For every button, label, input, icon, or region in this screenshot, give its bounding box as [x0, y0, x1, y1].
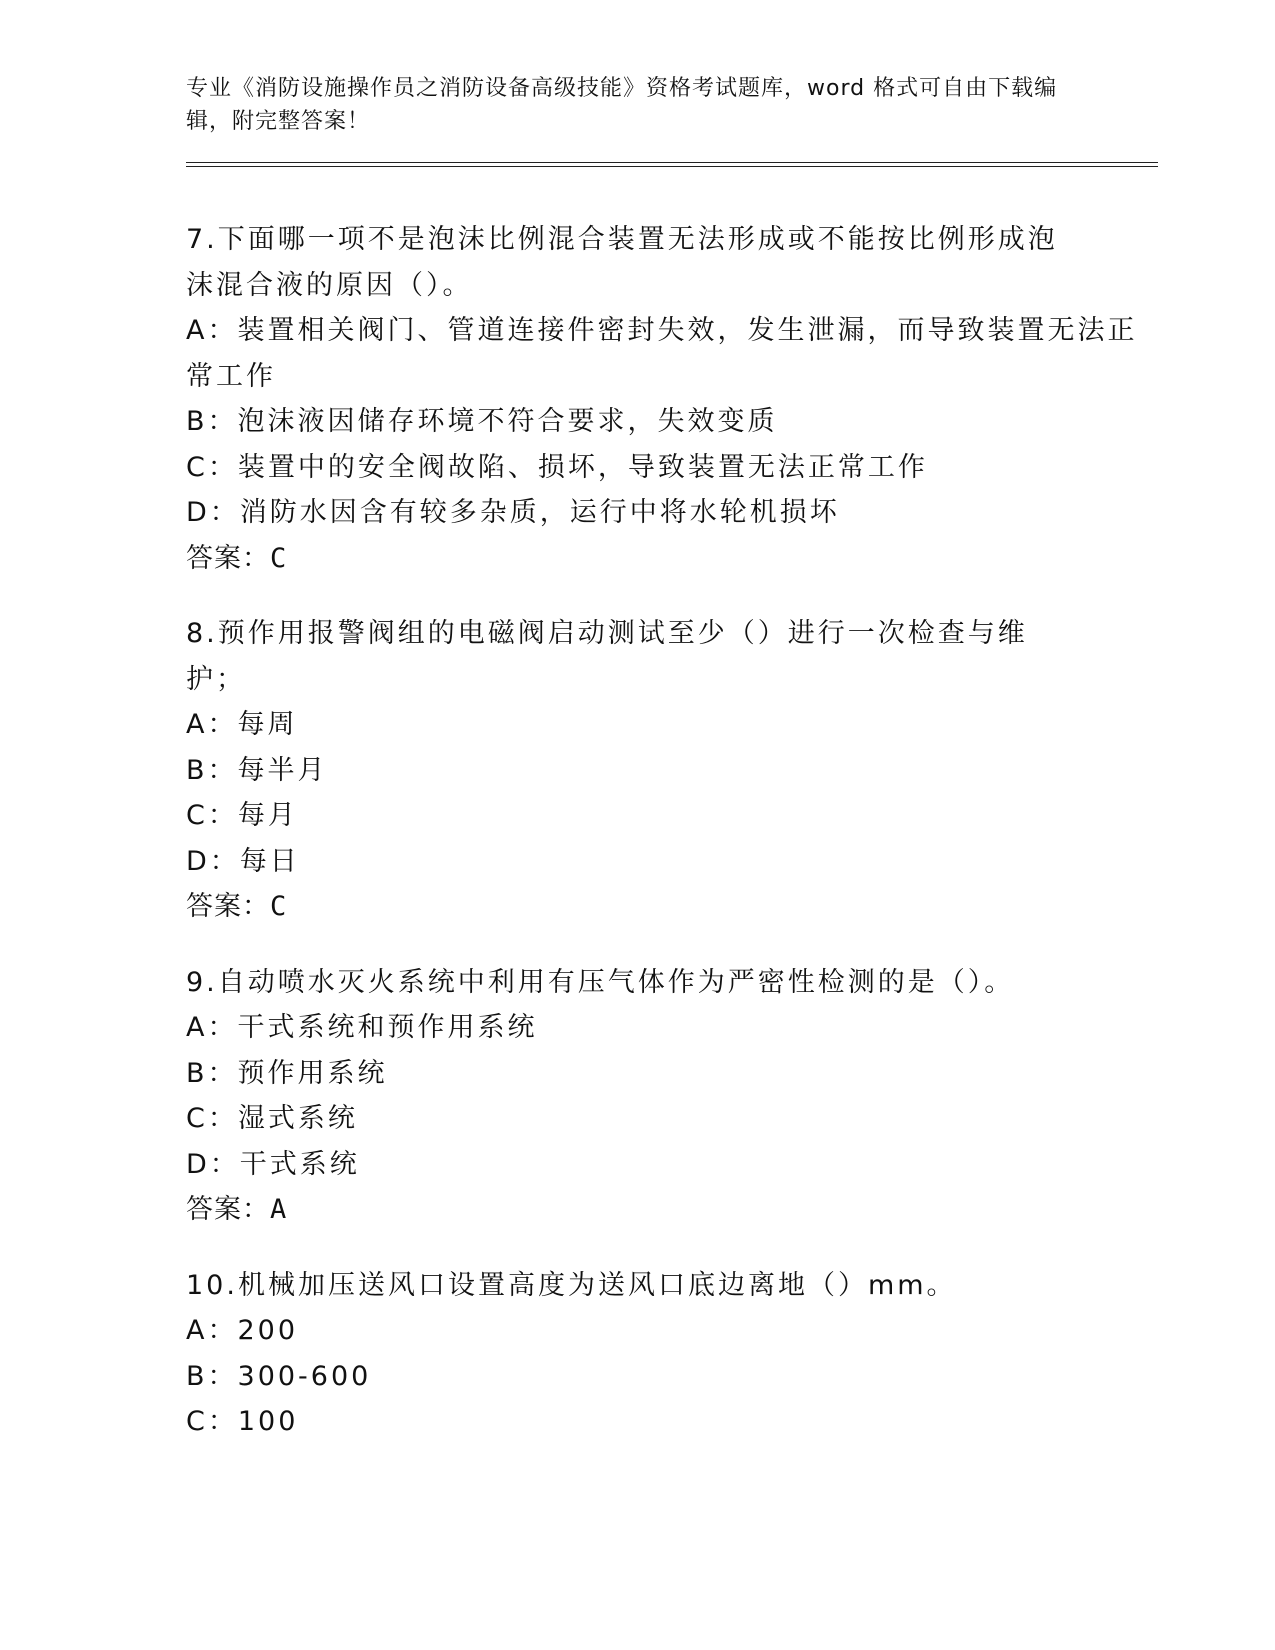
question-list [186, 217, 1146, 1445]
option-b: B：预作用系统 [186, 1057, 388, 1089]
option-b: B：300-600 [186, 1360, 372, 1392]
option-c: C：装置中的安全阀故陷、损坏，导致装置无法正常工作 [186, 451, 928, 483]
option-d: D：每日 [186, 845, 300, 877]
option-c: C：100 [186, 1406, 299, 1437]
question-stem: 10.机械加压送风口设置高度为送风口底边离地（）mm。 [186, 1269, 957, 1301]
question-stem: 7.下面哪一项不是泡沫比例混合装置无法形成或不能按比例形成泡沫混合液的原因（）。 [186, 224, 1058, 301]
option-c: C：湿式系统 [186, 1103, 358, 1134]
option-a: A：每周 [186, 709, 298, 740]
option-c: C：每月 [186, 800, 298, 831]
option-d: D：干式系统 [186, 1148, 360, 1180]
option-a: A：200 [186, 1315, 299, 1346]
option-a: A：干式系统和预作用系统 [186, 1012, 538, 1043]
option-b: B：每半月 [186, 754, 328, 786]
question-10 [186, 1263, 1146, 1445]
question-stem: 8.预作用报警阀组的电磁阀启动测试至少（）进行一次检查与维护； [186, 618, 1028, 695]
answer: 答案：C [186, 891, 288, 922]
answer: 答案：A [186, 1194, 288, 1225]
option-b: B：泡沫液因储存环境不符合要求，失效变质 [186, 406, 778, 437]
document-page [186, 72, 1146, 1475]
question-8 [186, 611, 1146, 930]
answer: 答案：C [186, 542, 288, 574]
header-double-rule [186, 162, 1158, 167]
option-a: A：装置相关阀门、管道连接件密封失效，发生泄漏，而导致装置无法正常工作 [186, 315, 1138, 392]
option-d: D：消防水因含有较多杂质，运行中将水轮机损坏 [186, 497, 840, 528]
question-9 [186, 960, 1146, 1233]
document-header: 专业《消防设施操作员之消防设备高级技能》资格考试题库，word 格式可自由下载编辑，附完整答案！ [186, 76, 1058, 134]
question-7 [186, 217, 1146, 581]
question-stem: 9.自动喷水灭火系统中利用有压气体作为严密性检测的是（）。 [186, 966, 1015, 998]
